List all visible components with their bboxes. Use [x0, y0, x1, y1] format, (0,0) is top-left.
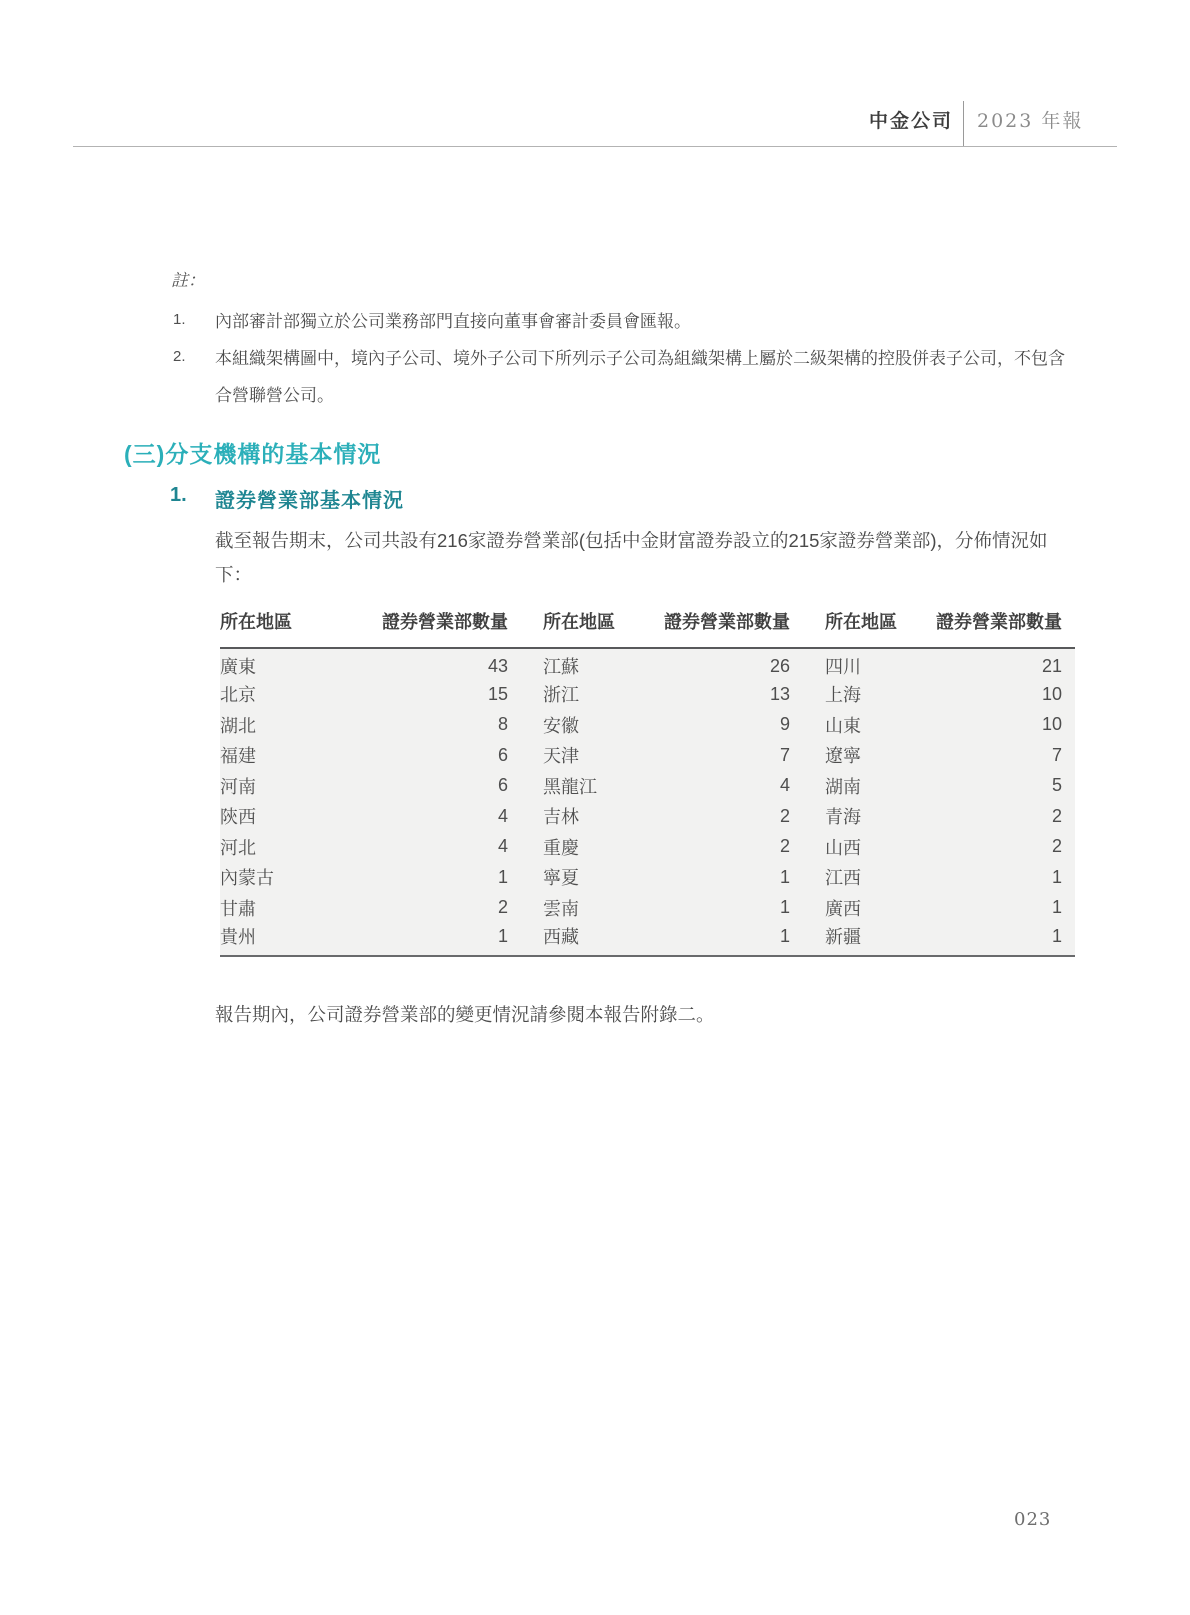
table-row: [220, 679, 1075, 710]
branch-table-container: [220, 608, 1075, 957]
count-cell: 4: [660, 771, 790, 802]
table-row: [220, 771, 1075, 802]
region-cell: 貴州: [220, 923, 373, 956]
region-cell: 湖南: [790, 771, 935, 802]
region-cell: 河南: [220, 771, 373, 802]
region-cell: 新疆: [790, 923, 935, 956]
region-cell: 北京: [220, 679, 373, 710]
count-cell: 13: [660, 679, 790, 710]
count-cell: 10: [935, 679, 1075, 710]
region-cell: 湖北: [220, 710, 373, 741]
region-cell: 廣西: [790, 893, 935, 924]
count-cell: 43: [373, 648, 508, 679]
count-cell: 1: [935, 923, 1075, 956]
notes-label: 註：: [171, 271, 205, 291]
count-cell: 6: [373, 771, 508, 802]
count-cell: 1: [660, 923, 790, 956]
table-header-region: 所在地區: [220, 608, 373, 648]
count-cell: 5: [935, 771, 1075, 802]
count-cell: 26: [660, 648, 790, 679]
branch-table: [220, 608, 1075, 957]
count-cell: 21: [935, 648, 1075, 679]
region-cell: 山西: [790, 832, 935, 863]
branch-table-body: [220, 648, 1075, 956]
intro-paragraph: 截至報告期末，公司共設有216家證券營業部(包括中金財富證券設立的215家證券營業部)，分佈情況如下：: [215, 530, 1048, 585]
header-divider: [963, 101, 964, 147]
count-cell: 1: [660, 862, 790, 893]
table-row: [220, 862, 1075, 893]
count-cell: 4: [373, 832, 508, 863]
count-cell: 1: [373, 923, 508, 956]
region-cell: 寧夏: [508, 862, 660, 893]
region-cell: 黑龍江: [508, 771, 660, 802]
region-cell: 吉林: [508, 801, 660, 832]
count-cell: 7: [935, 740, 1075, 771]
region-cell: 遼寧: [790, 740, 935, 771]
table-header-region: 所在地區: [790, 608, 935, 648]
header-rule: [73, 146, 1117, 147]
header-edition: 2023 年報: [977, 110, 1084, 132]
count-cell: 9: [660, 710, 790, 741]
table-row: [220, 923, 1075, 956]
count-cell: 2: [373, 893, 508, 924]
count-cell: 15: [373, 679, 508, 710]
count-cell: 2: [935, 832, 1075, 863]
subsection-title: 證券營業部基本情況: [215, 490, 404, 512]
section-title: (三)分支機構的基本情況: [124, 441, 382, 467]
count-cell: 1: [660, 893, 790, 924]
region-cell: 雲南: [508, 893, 660, 924]
region-cell: 安徽: [508, 710, 660, 741]
count-cell: 4: [373, 801, 508, 832]
subsection-number: 1.: [170, 484, 187, 506]
note-number: 2.: [173, 348, 186, 365]
count-cell: 1: [935, 893, 1075, 924]
region-cell: 福建: [220, 740, 373, 771]
region-cell: 河北: [220, 832, 373, 863]
count-cell: 2: [935, 801, 1075, 832]
count-cell: 1: [935, 862, 1075, 893]
region-cell: 江蘇: [508, 648, 660, 679]
table-row: [220, 801, 1075, 832]
branch-table-head: [220, 608, 1075, 648]
table-header-region: 所在地區: [508, 608, 660, 648]
table-header-count: 證券營業部數量: [660, 608, 790, 648]
closing-paragraph: 報告期內，公司證券營業部的變更情況請參閱本報告附錄二。: [215, 1004, 715, 1025]
region-cell: 西藏: [508, 923, 660, 956]
region-cell: 重慶: [508, 832, 660, 863]
table-row: [220, 710, 1075, 741]
count-cell: 2: [660, 801, 790, 832]
region-cell: 天津: [508, 740, 660, 771]
count-cell: 8: [373, 710, 508, 741]
count-cell: 6: [373, 740, 508, 771]
region-cell: 陝西: [220, 801, 373, 832]
count-cell: 2: [660, 832, 790, 863]
region-cell: 四川: [790, 648, 935, 679]
region-cell: 青海: [790, 801, 935, 832]
region-cell: 內蒙古: [220, 862, 373, 893]
table-row: [220, 648, 1075, 679]
region-cell: 上海: [790, 679, 935, 710]
table-row: [220, 740, 1075, 771]
region-cell: 浙江: [508, 679, 660, 710]
region-cell: 山東: [790, 710, 935, 741]
page-number: 023: [1014, 1509, 1052, 1530]
count-cell: 1: [373, 862, 508, 893]
count-cell: 7: [660, 740, 790, 771]
table-header-count: 證券營業部數量: [935, 608, 1075, 648]
note-text: 本組織架構圖中，境內子公司、境外子公司下所列示子公司為組織架構上屬於二級架構的控股併表子公司，不包含合營聯營公司。: [215, 349, 1065, 405]
region-cell: 甘肅: [220, 893, 373, 924]
count-cell: 10: [935, 710, 1075, 741]
region-cell: 廣東: [220, 648, 373, 679]
table-row: [220, 893, 1075, 924]
note-text: 內部審計部獨立於公司業務部門直接向董事會審計委員會匯報。: [215, 312, 691, 331]
table-header-count: 證券營業部數量: [373, 608, 508, 648]
note-number: 1.: [173, 311, 186, 328]
table-header-row: [220, 608, 1075, 648]
table-row: [220, 832, 1075, 863]
region-cell: 江西: [790, 862, 935, 893]
header-company-name: 中金公司: [868, 111, 953, 132]
